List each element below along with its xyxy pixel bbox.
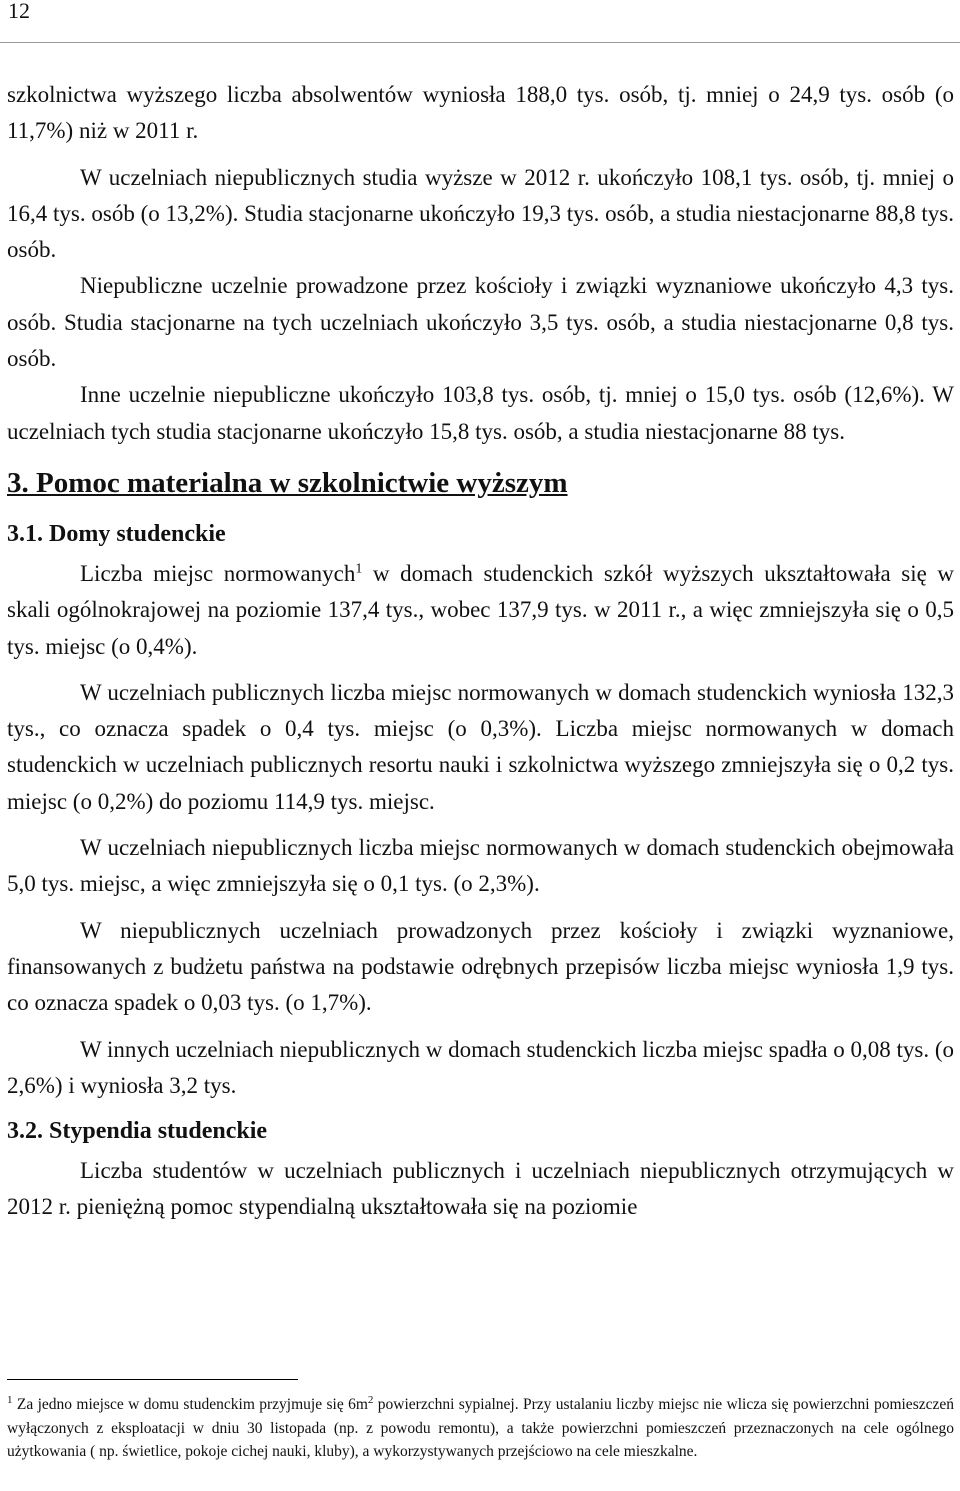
footnote-marker: 1 <box>7 1393 13 1406</box>
dormitory-text-start: Liczba miejsc normowanych <box>80 560 356 586</box>
section-heading: 3. Pomoc materialna w szkolnictwie wyższym <box>7 466 568 499</box>
header-rule <box>0 42 960 43</box>
footnote-text-end: powierzchni sypialnej. Przy ustalaniu liczby miejsc nie wlicza się powierzchni pomieszczeń wyłączonych z eksploatacji w dniu 30 listopada (np. z powodu remontu), a także powierzchni pomieszczeń przeznaczonych na cele ogólnego użytkowania ( np. świetlice, pokoje cichej nauki, kluby), a wykorzystywanych przejściowo na cele mieszkalne. <box>7 1396 954 1461</box>
dormitory-text-end: w domach studenckich szkół wyższych ukształtowała się w skali ogólnokrajowej na poziomie 137,4 tys., wobec 137,9 tys. w 2011 r., a więc zmniejszyła się o 0,5 tys. miejsc (o 0,4%). <box>7 560 955 659</box>
footnote-reference: 1 <box>355 561 363 577</box>
subsection-heading-scholarships: 3.2. Stypendia studenckie <box>7 1118 268 1145</box>
paragraph-dormitory-places <box>7 556 954 665</box>
paragraph-private-universities: W uczelniach niepublicznych studia wyższe w 2012 r. ukończyło 108,1 tys. osób, tj. mniej o 16,4 tys. osób (o 13,2%). Studia stacjonarne ukończyło 19,3 tys. osób, a studia niestacjonarne 88,8 tys. osób. <box>7 164 954 263</box>
footnote <box>7 1393 954 1464</box>
paragraph-graduates-summary: szkolnictwa wyższego liczba absolwentów wyniosła 188,0 tys. osób, tj. mniej o 24,9 tys. osób (o 11,7%) niż w 2011 r. <box>7 82 954 144</box>
page-body <box>7 77 954 1226</box>
footnote-separator <box>7 1379 298 1380</box>
subsection-heading-dormitories: 3.1. Domy studenckie <box>7 520 226 547</box>
paragraph-church-dormitories: W niepublicznych uczelniach prowadzonych przez kościoły i związki wyznaniowe, finansowanych z budżetu państwa na podstawie odrębnych przepisów liczba miejsc wyniosła 1,9 tys. co oznacza spadek o 0,03 tys. (o 1,7%). <box>7 917 954 1016</box>
page-number: 12 <box>8 0 30 23</box>
paragraph-scholarships: Liczba studentów w uczelniach publicznych i uczelniach niepublicznych otrzymujących w 2012 r. pieniężną pomoc stypendialną ukształtowała się na poziomie <box>7 1158 954 1220</box>
paragraph-other-dormitories: W innych uczelniach niepublicznych w domach studenckich liczba miejsc spadła o 0,08 tys. (o 2,6%) i wyniosła 3,2 tys. <box>7 1036 954 1098</box>
paragraph-private-dormitories: W uczelniach niepublicznych liczba miejsc normowanych w domach studenckich obejmowała 5,0 tys. miejsc, a więc zmniejszyła się o 0,1 tys. (o 2,3%). <box>7 835 954 897</box>
paragraph-other-private-universities: Inne uczelnie niepubliczne ukończyło 103,8 tys. osób, tj. mniej o 15,0 tys. osób (12,6%). W uczelniach tych studia stacjonarne ukończyło 15,8 tys. osób, a studia niestacjonarne 88 tys. <box>7 382 954 444</box>
footnote-unit-exponent: 2 <box>367 1393 374 1406</box>
footnote-text-start: Za jedno miejsce w domu studenckim przyjmuje się 6m <box>12 1396 368 1413</box>
paragraph-public-dormitories: W uczelniach publicznych liczba miejsc normowanych w domach studenckich wyniosła 132,3 tys., co oznacza spadek o 0,4 tys. miejsc (o 0,3%). Liczba miejsc normowanych w domach studenckich w uczelniach publicznych resortu nauki i szkolnictwa wyższego zmniejszyła się o 0,2 tys. miejsc (o 0,2%) do poziomu 114,9 tys. miejsc. <box>7 679 954 814</box>
paragraph-church-universities: Niepubliczne uczelnie prowadzone przez kościoły i związki wyznaniowe ukończyło 4,3 tys. osób. Studia stacjonarne na tych uczelniach ukończyło 3,5 tys. osób, a studia niestacjonarne 0,8 tys. osób. <box>7 273 954 372</box>
